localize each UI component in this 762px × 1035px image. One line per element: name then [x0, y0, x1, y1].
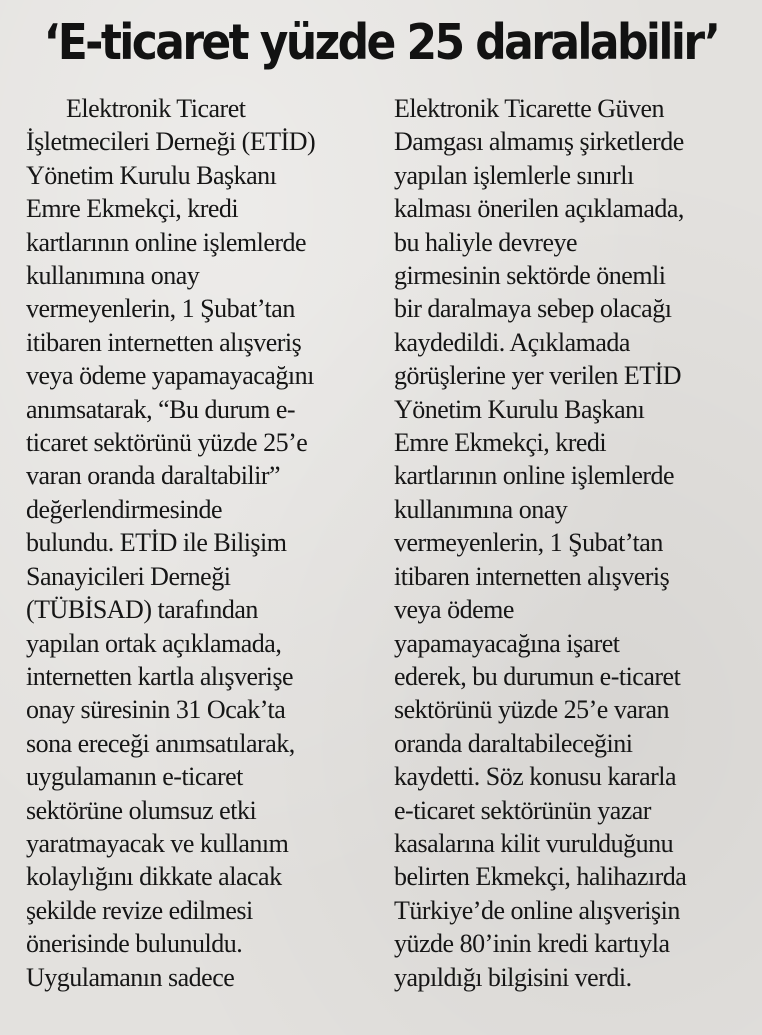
- text-line: Yönetim Kurulu Başkanı: [394, 394, 645, 424]
- text-line: vermeyenlerin, 1 Şubat’tan: [26, 294, 295, 324]
- text-line: kasalarına kilit vurulduğunu: [394, 828, 674, 858]
- text-line: yaratmayacak ve kullanım: [26, 828, 289, 858]
- text-line: uygulamanın e-ticaret: [26, 762, 243, 792]
- text-line: kaydedildi. Açıklamada: [394, 327, 630, 357]
- text-line: şekilde revize edilmesi: [26, 895, 253, 925]
- text-line: girmesinin sektörde önemli: [394, 261, 666, 291]
- text-line: Elektronik Ticaret: [66, 94, 246, 123]
- text-line: itibaren internetten alışveriş: [26, 327, 302, 357]
- text-line: vermeyenlerin, 1 Şubat’tan: [394, 528, 663, 558]
- text-line: yapılan ortak açıklamada,: [26, 628, 282, 658]
- text-line: Uygulamanın sadece: [26, 962, 235, 992]
- text-line: ederek, bu durumun e-ticaret: [394, 661, 681, 691]
- text-line: yapıldığı bilgisini verdi.: [394, 962, 632, 992]
- text-line: kullanımına onay: [394, 494, 568, 524]
- text-line: yapamayacağına işaret: [394, 628, 620, 658]
- text-line: sektörünü yüzde 25’e varan: [394, 695, 670, 725]
- text-line: kalması önerilen açıklamada,: [394, 194, 684, 224]
- text-line: veya ödeme: [394, 595, 514, 625]
- text-line: bir daralmaya sebep olacağı: [394, 294, 672, 324]
- text-line: kartlarının online işlemlerde: [26, 227, 307, 257]
- text-line: sektörüne olumsuz etki: [26, 795, 257, 825]
- text-line: itibaren internetten alışveriş: [394, 561, 670, 591]
- text-line: kaydetti. Söz konusu kararla: [394, 762, 677, 792]
- text-line: veya ödeme yapamayacağını: [26, 361, 314, 391]
- text-line: Emre Ekmekçi, kredi: [26, 194, 239, 224]
- right-column: [394, 92, 744, 994]
- text-line: kolaylığını dikkate alacak: [26, 862, 282, 892]
- text-line: sona ereceği anımsatılarak,: [26, 728, 295, 758]
- text-line: değerlendirmesinde: [26, 494, 223, 524]
- text-line: Türkiye’de online alışverişin: [394, 895, 680, 925]
- text-line: İşletmecileri Derneği (ETİD): [26, 127, 316, 157]
- text-line: görüşlerine yer verilen ETİD: [394, 361, 682, 391]
- text-line: anımsatarak, “Bu durum e-: [26, 394, 296, 424]
- text-line: Elektronik Ticarette Güven: [394, 94, 665, 123]
- text-line: yüzde 80’inin kredi kartıyla: [394, 929, 670, 959]
- text-line: Damgası almamış şirketlerde: [394, 127, 684, 157]
- text-line: bulundu. ETİD ile Bilişim: [26, 528, 287, 558]
- text-line: belirten Ekmekçi, halihazırda: [394, 862, 687, 892]
- text-line: önerisinde bulunuldu.: [26, 929, 243, 959]
- text-line: oranda daraltabileceğini: [394, 728, 633, 758]
- text-line: internetten kartla alışverişe: [26, 661, 294, 691]
- text-line: Emre Ekmekçi, kredi: [394, 428, 607, 458]
- text-line: yapılan işlemlerle sınırlı: [394, 160, 634, 190]
- text-line: onay süresinin 31 Ocak’ta: [26, 695, 286, 725]
- text-line: (TÜBİSAD) tarafından: [26, 595, 258, 625]
- text-line: e-ticaret sektörünün yazar: [394, 795, 651, 825]
- left-column: [26, 92, 376, 994]
- headline: ‘E-ticaret yüzde 25 daralabilir’: [43, 14, 719, 72]
- text-line: Sanayicileri Derneği: [26, 561, 231, 591]
- text-line: ticaret sektörünü yüzde 25’e: [26, 428, 308, 458]
- text-line: Yönetim Kurulu Başkanı: [26, 160, 277, 190]
- text-line: kullanımına onay: [26, 261, 200, 291]
- text-line: bu haliyle devreye: [394, 227, 578, 257]
- text-line: varan oranda daraltabilir”: [26, 461, 281, 491]
- text-line: kartlarının online işlemlerde: [394, 461, 675, 491]
